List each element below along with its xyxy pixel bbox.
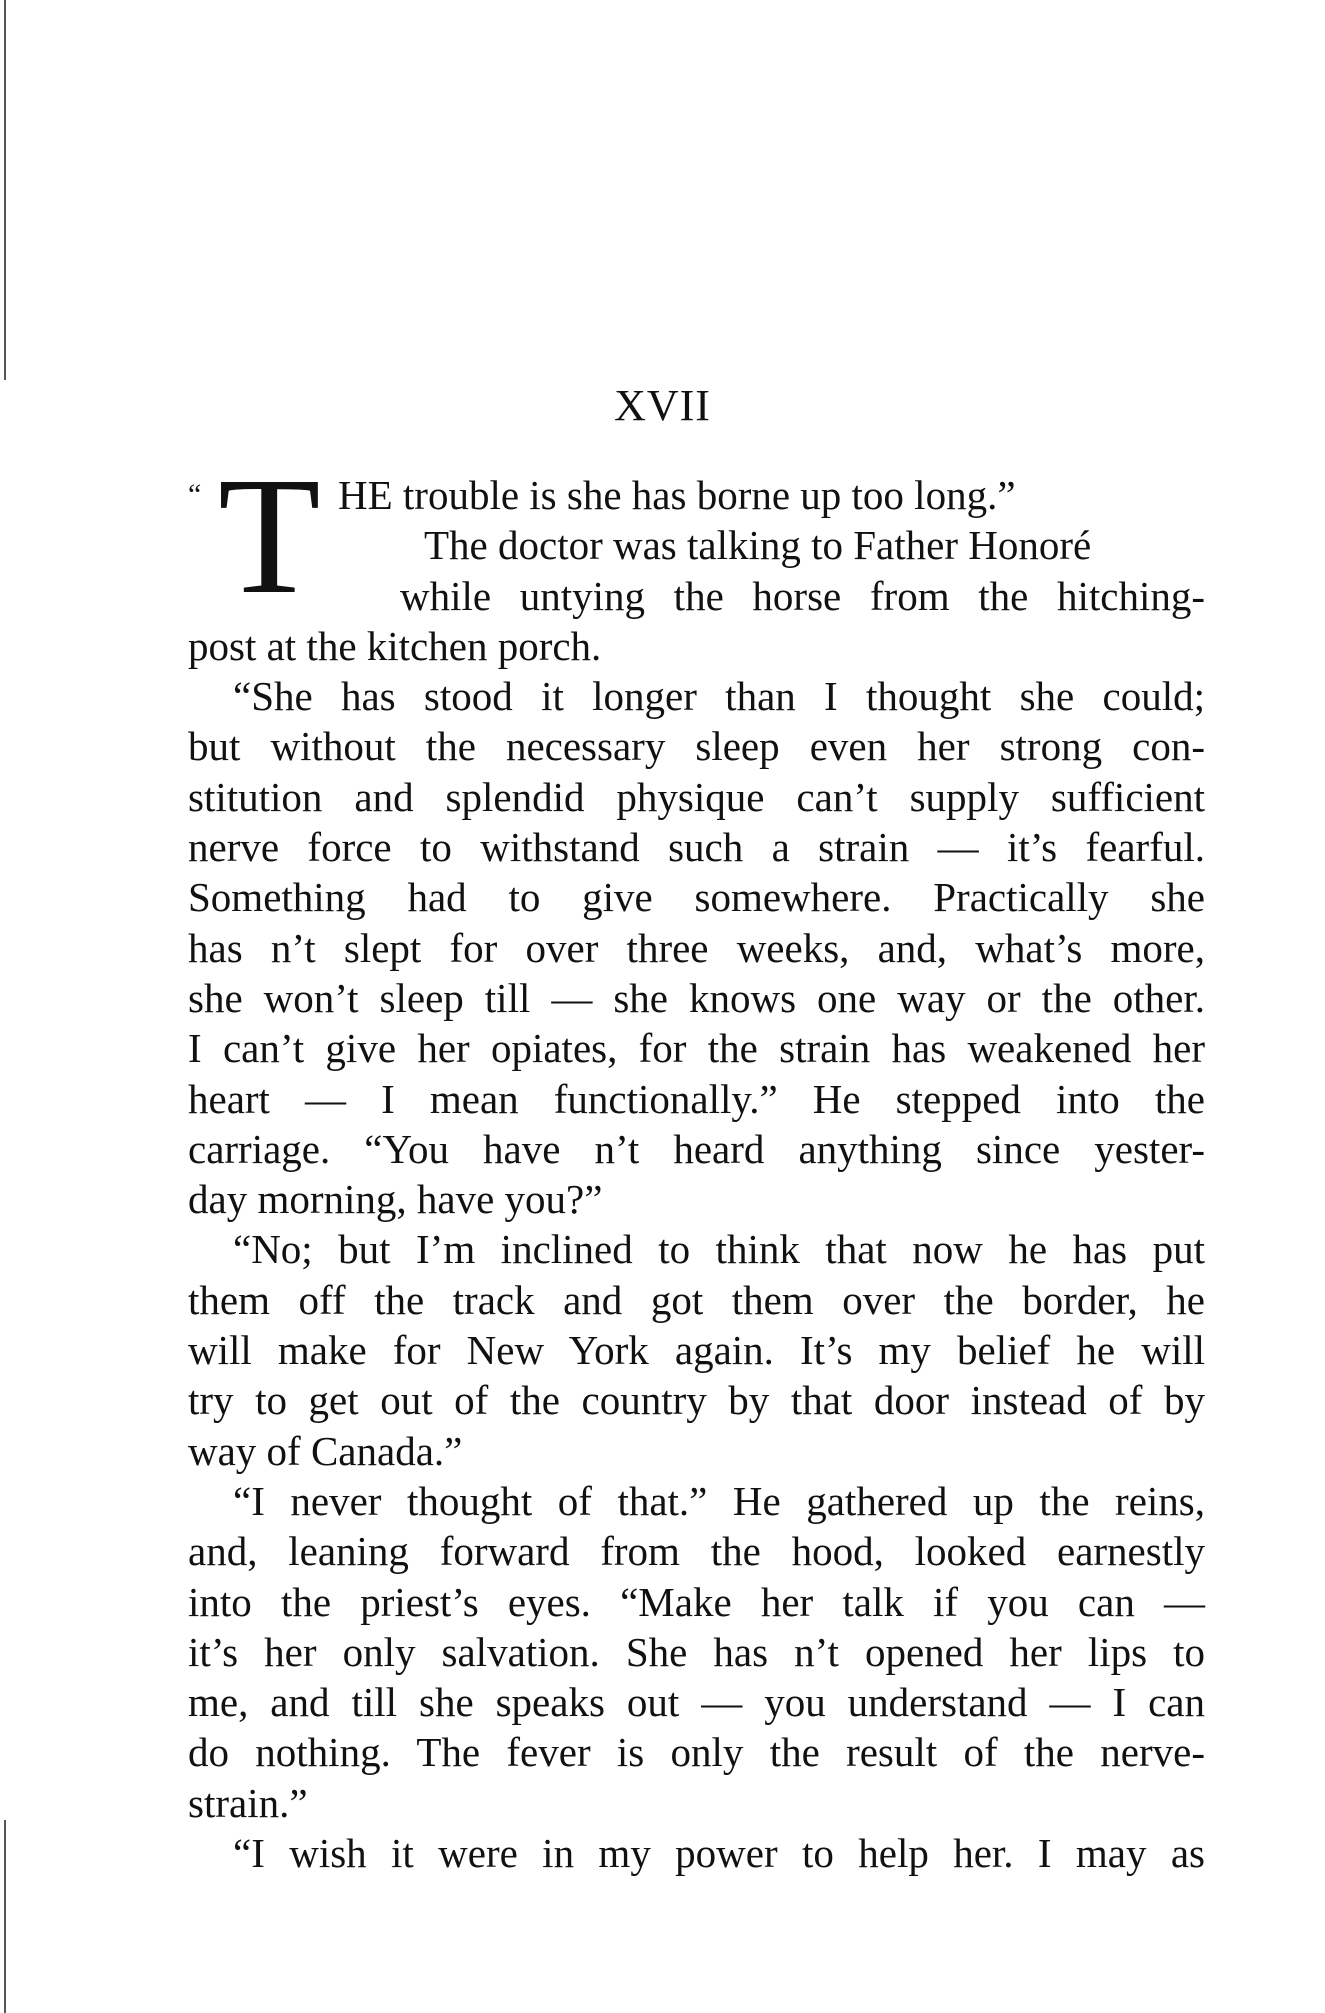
text-line: do nothing. The fever is only the result of the nerve- xyxy=(188,1729,1205,1776)
text-line: has n’t slept for over three weeks, and, what’s more, xyxy=(188,924,1205,971)
text-line: carriage. “You have n’t heard anything since yester- xyxy=(188,1125,1205,1172)
text-line: while untying the horse from the hitching- xyxy=(400,572,1205,619)
text-line: stitution and splendid physique can’t supply sufficient xyxy=(188,773,1205,820)
text-line: “She has stood it longer than I thought she could; xyxy=(233,673,1205,720)
body-text xyxy=(188,443,1205,1878)
text-line: Something had to give somewhere. Practically she xyxy=(188,874,1205,921)
text-line: into the priest’s eyes. “Make her talk if you can — xyxy=(188,1578,1205,1625)
text-line: “I never thought of that.” He gathered up the reins, xyxy=(233,1477,1205,1524)
text-line: I can’t give her opiates, for the strain has weakened her xyxy=(188,1025,1205,1072)
text-line: she won’t sleep till — she knows one way or the other. xyxy=(188,974,1205,1021)
text-line-content: HE trouble is she has borne up too long.” xyxy=(338,472,1016,518)
text-line: “I wish it were in my power to help her. I may as xyxy=(233,1830,1205,1877)
chapter-number: XVII xyxy=(614,381,711,430)
text-line: The doctor was talking to Father Honoré xyxy=(424,522,1092,569)
text-line: day morning, have you?” xyxy=(188,1176,603,1223)
text-line: it’s her only salvation. She has n’t opened her lips to xyxy=(188,1628,1205,1675)
text-line: and, leaning forward from the hood, looked earnestly xyxy=(188,1528,1205,1575)
scan-edge-line xyxy=(4,0,6,380)
text-line xyxy=(188,470,1205,520)
text-line: post at the kitchen porch. xyxy=(188,622,602,669)
text-line: will make for New York again. It’s my belief he will xyxy=(188,1327,1205,1374)
opening-quote-mark: “ xyxy=(188,478,202,511)
text-line: “No; but I’m inclined to think that now he has put xyxy=(233,1226,1205,1273)
drop-cap-letter: T xyxy=(218,443,321,629)
text-line: me, and till she speaks out — you understand — I can xyxy=(188,1679,1205,1726)
text-line: way of Canada.” xyxy=(188,1427,463,1474)
text-line: but without the necessary sleep even her strong con- xyxy=(188,723,1205,770)
text-line: strain.” xyxy=(188,1779,308,1826)
text-line: try to get out of the country by that door instead of by xyxy=(188,1377,1205,1424)
scan-edge-line xyxy=(4,1820,6,2013)
text-line: them off the track and got them over the border, he xyxy=(188,1276,1205,1323)
text-line: nerve force to withstand such a strain — it’s fearful. xyxy=(188,824,1205,871)
text-line: heart — I mean functionally.” He stepped into the xyxy=(188,1075,1205,1122)
